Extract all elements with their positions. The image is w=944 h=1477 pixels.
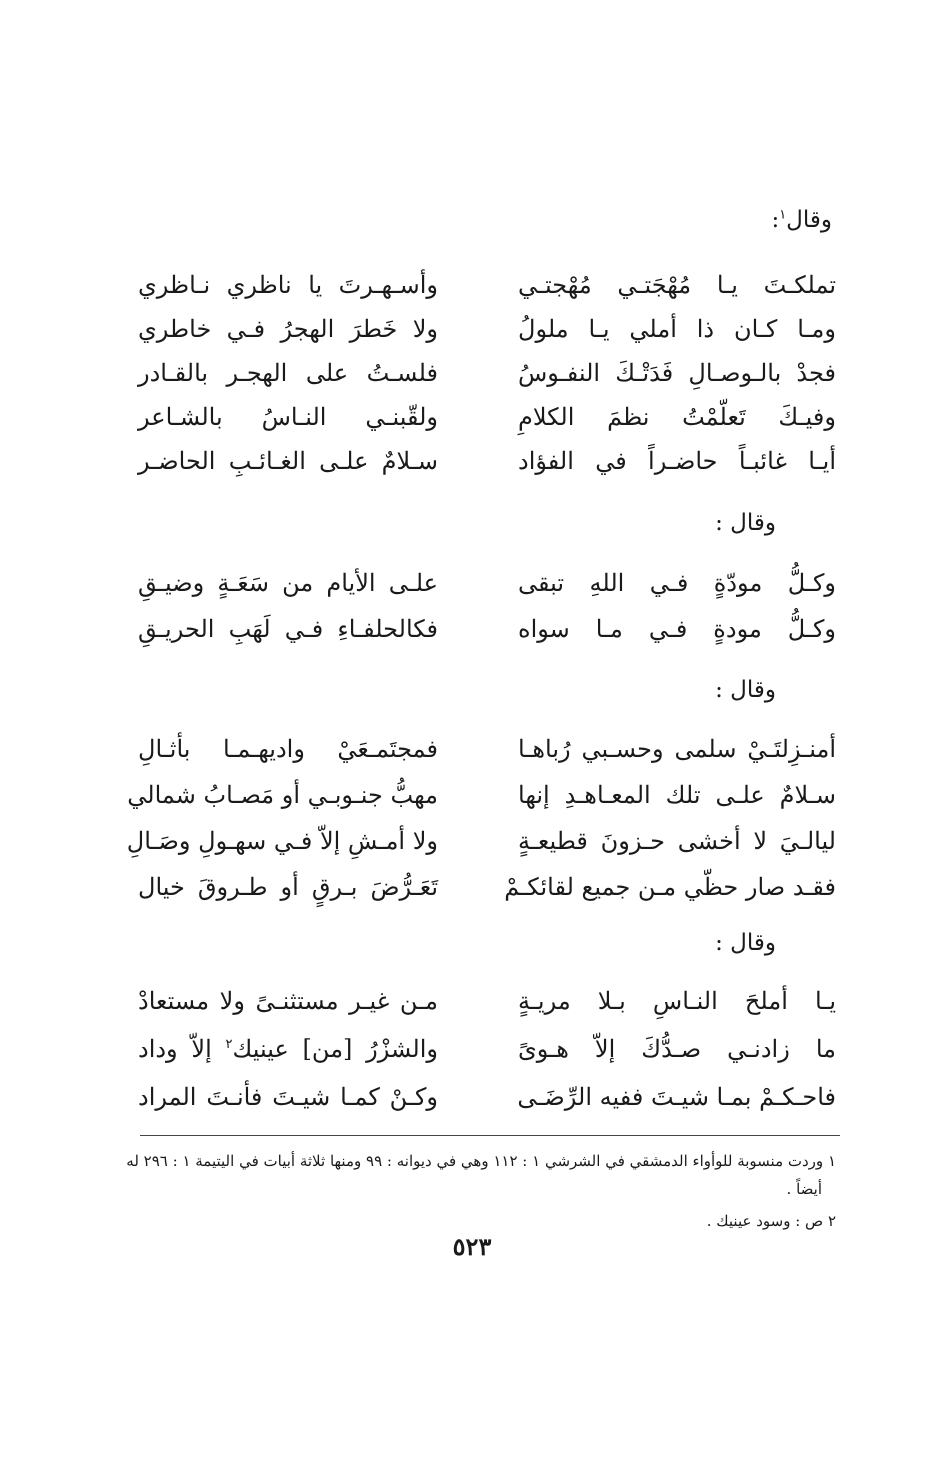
verse-line [0, 1026, 944, 1072]
verse-line [0, 818, 944, 864]
footnote-divider [140, 1135, 840, 1136]
footnote-marker: ١ [779, 207, 787, 223]
verse-line [0, 978, 944, 1024]
verse-line [0, 1074, 944, 1120]
verse-line [0, 394, 944, 440]
first-hemistich: وكـلُّ مودّةٍ فـي اللهِ تبقى [518, 569, 836, 597]
verse-line [0, 772, 944, 818]
first-hemistich: ما زادنـي صـدُّكَ إلاّ هـوىً [518, 1035, 836, 1063]
second-hemistich: ولا خَطرَ الهجرُ فـي خاطري [138, 315, 438, 343]
first-hemistich: وفيـكَ تَعلّمْتُ نظمَ الكلامِ [518, 403, 836, 431]
first-hemistich: تملكـتَ يـا مُهْجَتـي مُهْجتـي [518, 271, 836, 299]
verse-line [0, 350, 944, 396]
verse-line [0, 606, 944, 652]
second-hemistich: تَعَـرُّضَ بـرقٍ أو طـروقَ خيال [138, 873, 438, 901]
page-number: ٥٢٣ [452, 1232, 492, 1261]
hemistich-text-tail: إلاّ وداد [138, 1035, 226, 1063]
second-hemistich: فكالحلفـاءِ فـي لَهَبِ الحريـقِ [138, 615, 438, 643]
footnote-1: ١ وردت منسوبة للوأواء الدمشقي في الشرشي ١ : ١١٢ وهي في ديوانه : ٩٩ ومنها ثلاثة أبيات في اليتيمة ١ : ٢٩٦ له [126, 1152, 836, 1170]
first-hemistich: يـا أملحَ النـاسِ بـلا مريـةٍ [518, 987, 836, 1015]
second-hemistich: فلسـتُ على الهجـر بالقـادر [138, 359, 438, 387]
footnote-marker: ٢ [225, 1037, 233, 1052]
first-hemistich: أمنـزِلتَـيْ سلمى وحسـبي رُباهـا [518, 735, 836, 763]
second-hemistich: مهبُّ جنـوبـي أو مَصـابُ شمالي [127, 781, 438, 809]
intro-text: وقال [786, 207, 832, 233]
second-hemistich [138, 1026, 438, 1072]
first-hemistich: فاحـكـمْ بمـا شيـتَ ففيه الرِّضَـى [517, 1083, 836, 1111]
verse-line [0, 560, 944, 606]
verse-line [0, 726, 944, 772]
first-hemistich: ليالـيَ لا أخشى حـزونَ قطيعـةٍ [518, 827, 836, 855]
poem-intro: وقال : [715, 930, 776, 956]
intro-colon: : [771, 207, 780, 233]
footnote-2: ٢ ص : وسود عينيك . [706, 1212, 836, 1230]
first-hemistich: أيـا غائبـاً حاضـراً في الفؤاد [518, 447, 836, 475]
first-hemistich: فقـد صار حظّي مـن جميع لقائكـمْ [504, 873, 836, 901]
second-hemistich: سـلامٌ علـى الغـائـبِ الحاضـر [138, 447, 438, 475]
poem-intro [771, 205, 832, 235]
poem-intro: وقال : [715, 677, 776, 703]
poem-intro: وقال : [715, 510, 776, 536]
verse-line [0, 438, 944, 484]
verse-line [0, 262, 944, 308]
second-hemistich: وكـنْ كمـا شيـتَ فأنـتَ المراد [138, 1083, 438, 1111]
second-hemistich: وأسـهـرتَ يا ناظري نـاظري [138, 271, 438, 299]
first-hemistich: ومـا كـان ذا أملي يـا ملولُ [518, 315, 836, 343]
second-hemistich: علـى الأيام من سَعَـةٍ وضيـقِ [138, 569, 438, 597]
first-hemistich: وكـلُّ مودةٍ فـي مـا سواه [518, 615, 836, 643]
hemistich-text: والشزْرُ [من] عينيك [232, 1035, 438, 1063]
footnote-1-continuation: أيضاً . [786, 1180, 822, 1198]
first-hemistich: سـلامٌ علـى تلك المعـاهـدِ إنها [518, 781, 836, 809]
verse-line [0, 306, 944, 352]
second-hemistich: ولا أمـشِ إلاّ فـي سهـولِ وصَـالِ [126, 827, 438, 855]
first-hemistich: فجدْ بالـوصـالِ فَدَتْـكَ النفـوسُ [518, 359, 836, 387]
second-hemistich: مـن غيـر مستثنـىً ولا مستعادْ [138, 987, 438, 1015]
second-hemistich: ولقّبنـي النـاسُ بالشـاعر [138, 403, 438, 431]
second-hemistich: فمجتَمـعَيْ واديهـمـا بأثـالِ [138, 735, 438, 763]
verse-line [0, 864, 944, 910]
